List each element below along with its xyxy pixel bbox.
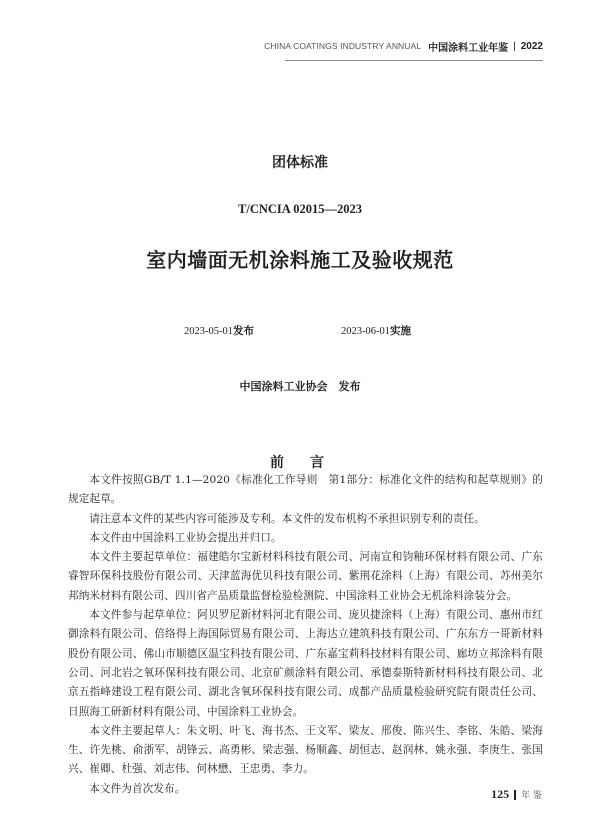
implementation-date [341, 323, 411, 338]
standard-dates [0, 323, 600, 339]
publisher-line: 中国涂料工业协会 发布 [239, 380, 361, 393]
issue-date-value: 2023-05-01 [184, 326, 233, 337]
page-footer [491, 787, 542, 802]
footer-divider [514, 790, 516, 800]
issue-date-word: 发布 [233, 325, 254, 337]
preface-paragraph: 本文件主要起草人：朱文明、叶飞、海书杰、王文军、梁友、邢俊、陈兴生、李铭、朱皓、梁海生、许先桃、俞浙军、胡锋云、高勇彬、梁志强、杨顺鑫、胡恒志、赵润林、姚永强、李庚生、张国兴、崔卿、杜强、刘志伟、何林懋、王忠勇、李力。 [68, 724, 543, 776]
page-number: 125 [491, 787, 510, 801]
standard-title: 室内墙面无机涂料施工及验收规范 [146, 248, 454, 272]
header-year: 2022 [520, 40, 543, 52]
standard-code: T/CNCIA 02015—2023 [238, 202, 362, 216]
header-chinese-title: 中国涂料工业年鉴 [428, 42, 509, 54]
preface-paragraph: 本文件为首次发布。 [89, 782, 186, 795]
header-rule [285, 60, 543, 61]
header-english-title: CHINA COATINGS INDUSTRY ANNUAL [264, 41, 422, 51]
running-header [264, 36, 543, 56]
preface-paragraph: 本文件由中国涂料工业协会提出并归口。 [89, 531, 282, 544]
preface-paragraph: 本文件主要起草单位：福建皓尔宝新材料科技有限公司、河南宣和钧釉环保材料有限公司、广东睿智环保科技股份有限公司、天津蓝海优贝科技有限公司、紫荆花涂料（上海）有限公司、苏州美尔邦纳米材料有限公司、四川省产品质量监督检验检测院、中国涂料工业协会无机涂料涂装分会。 [68, 551, 543, 602]
preface-paragraph: 请注意本文件的某些内容可能涉及专利。本文件的发布机构不承担识别专利的责任。 [89, 512, 485, 525]
preface-paragraph: 本文件参与起草单位：阿贝罗尼新材料河北有限公司、庞贝捷涂料（上海）有限公司、惠州市红御涂料有限公司、倍络得上海国际贸易有限公司、上海达立建筑科技有限公司、广东东方一哥新材料股份有限公司、佛山市顺德区温宝科技有限公司、广东嘉宝莉科技材料有限公司、廊坊立邦涂料有限公司、河北岩之氧环保科技有限公司、北京矿颜涂料有限公司、承德泰斯特新材料科技有限公司、北京五指峰建设工程有限公司、湖北含氧环保科技有限公司、成都产品质量检验研究院有限责任公司、日照海工研新材料有限公司、中国涂料工业协会。 [68, 609, 543, 718]
preface-paragraph: 本文件按照GB/T 1.1—2020《标准化工作导则 第1部分：标准化文件的结构和起草规则》的规定起草。 [68, 474, 543, 506]
impl-date-value: 2023-06-01 [341, 326, 390, 337]
preface-heading: 前 言 [270, 455, 330, 471]
preface-body [68, 471, 543, 799]
standard-category: 团体标准 [272, 155, 328, 171]
header-separator: | [513, 40, 516, 52]
impl-date-word: 实施 [390, 325, 411, 337]
issue-date [184, 323, 254, 338]
footer-label: 年 鉴 [521, 791, 542, 801]
